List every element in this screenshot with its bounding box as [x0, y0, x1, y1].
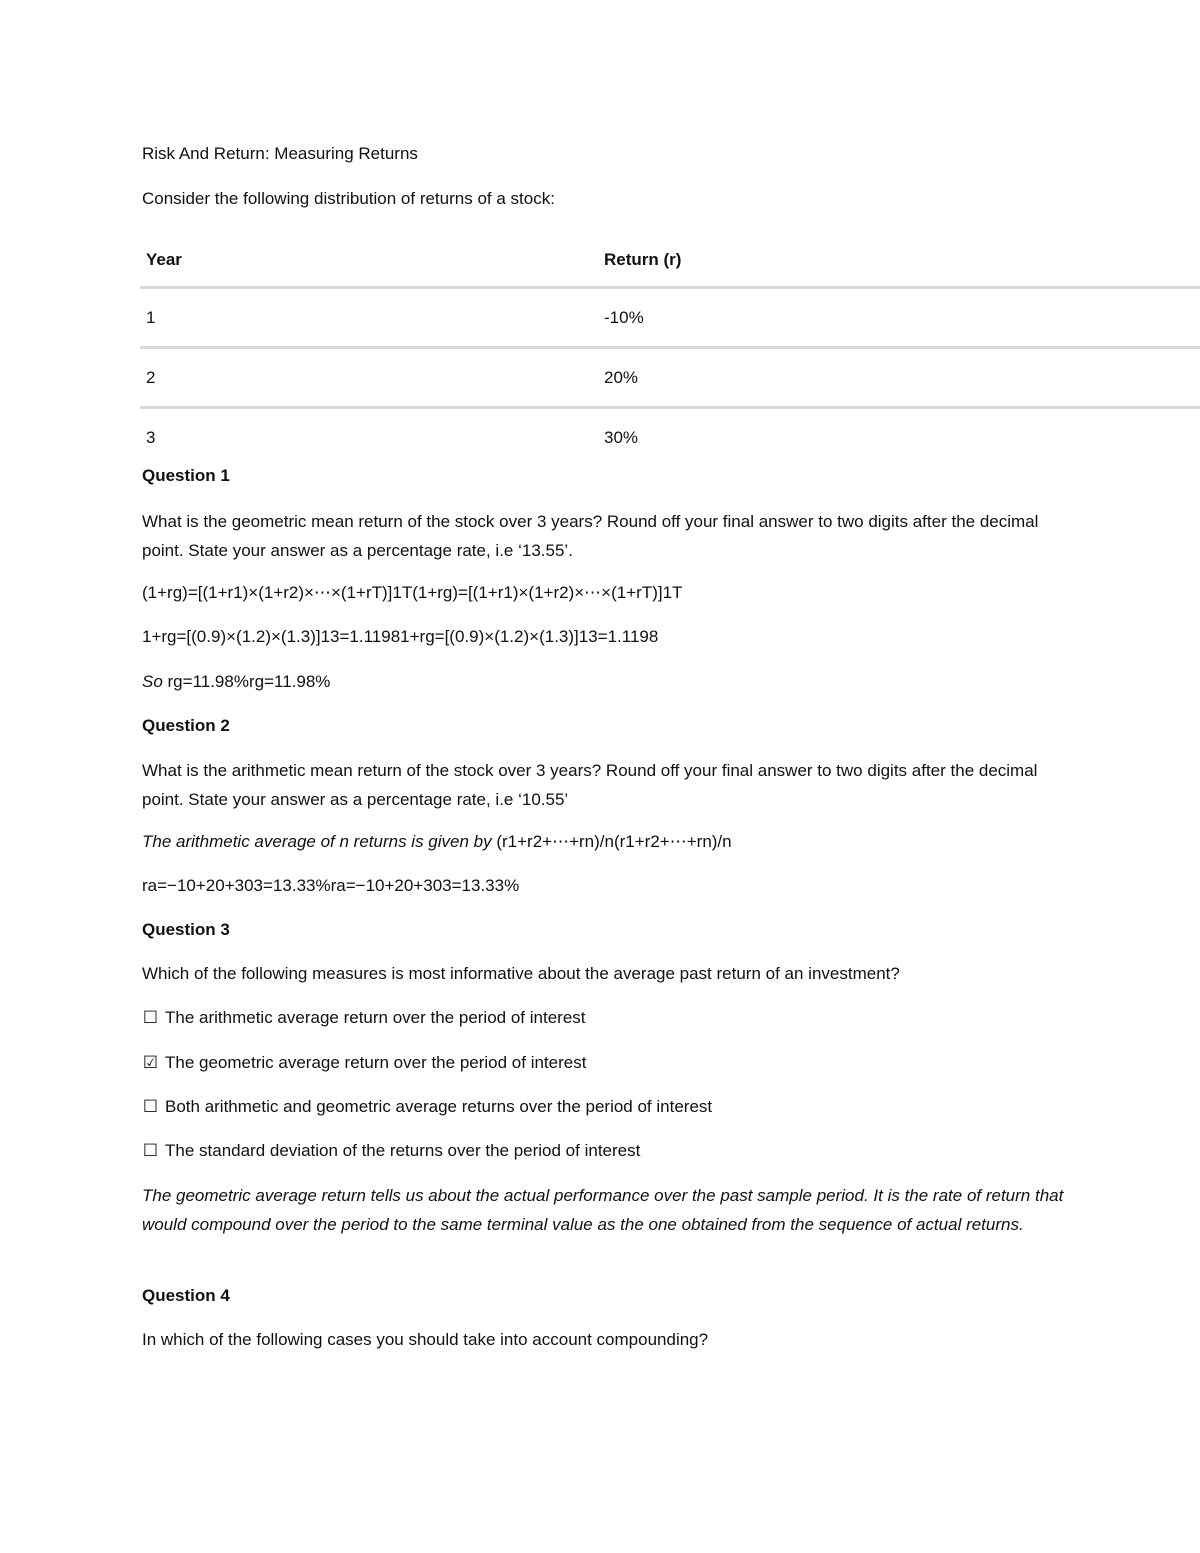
- table-cell-year: 1: [140, 288, 598, 348]
- question-3-heading: Question 3: [142, 920, 230, 939]
- option-arithmetic[interactable]: [142, 1008, 586, 1028]
- table-cell-year: 3: [146, 427, 156, 447]
- option-label: The arithmetic average return over the period of interest: [165, 1008, 586, 1027]
- intro-text: Consider the following distribution of returns of a stock:: [142, 189, 555, 208]
- table-row: [140, 408, 1200, 467]
- question-3-text: Which of the following measures is most informative about the average past return of an investment?: [142, 964, 900, 983]
- option-both[interactable]: [142, 1097, 712, 1117]
- question-4-heading: Question 4: [142, 1286, 230, 1305]
- checkbox-unchecked-icon[interactable]: ☐: [142, 1141, 159, 1161]
- option-label: Both arithmetic and geometric average returns over the period of interest: [165, 1097, 713, 1116]
- table-cell-return: 20%: [598, 348, 1200, 408]
- returns-table: [140, 234, 1200, 466]
- column-header-return: Return (r): [598, 234, 1200, 288]
- table-cell-return: -10%: [598, 288, 1200, 348]
- table-header-row: [140, 234, 1200, 288]
- definition-formula: (r1+r2+⋯+rn)/n(r1+r2+⋯+rn)/n: [491, 832, 732, 851]
- option-label: The standard deviation of the returns over the period of interest: [165, 1141, 641, 1160]
- question-1-formula-general: (1+rg)=[(1+r1)×(1+r2)×⋯×(1+rT)]1T(1+rg)=[(1+r1)×(1+r2)×⋯×(1+rT)]1T: [142, 583, 683, 602]
- question-1-heading: Question 1: [142, 466, 230, 485]
- table-cell-year: 2: [140, 348, 598, 408]
- question-2-text: What is the arithmetic mean return of the stock over 3 years? Round off your final answer to two digits after the decimal point. State your answer as a percentage rate, i.e ‘10.55’: [142, 761, 1038, 809]
- question-3-explanation: The geometric average return tells us about the actual performance over the past sample period. It is the rate of return that would compound over the period to the same terminal value as the one obtained from the sequence of actual returns.: [142, 1186, 1064, 1234]
- table-row: [140, 288, 1200, 348]
- question-2-result: ra=−10+20+303=13.33%ra=−10+20+303=13.33%: [142, 876, 520, 895]
- checkbox-unchecked-icon[interactable]: ☐: [142, 1097, 159, 1117]
- table-cell-return: 30%: [604, 427, 639, 447]
- checkbox-unchecked-icon[interactable]: ☐: [142, 1008, 159, 1028]
- table-row: [140, 348, 1200, 408]
- question-2-heading: Question 2: [142, 716, 230, 735]
- column-header-year: Year: [140, 234, 598, 288]
- checkbox-checked-icon[interactable]: ☑: [142, 1053, 159, 1073]
- option-geometric[interactable]: [142, 1053, 586, 1073]
- definition-text: The arithmetic average of n returns is given by: [142, 832, 492, 851]
- question-1-result: [142, 672, 330, 692]
- document-page: [142, 0, 1200, 1553]
- question-1-text: What is the geometric mean return of the stock over 3 years? Round off your final answer to two digits after the decimal point. State your answer as a percentage rate, i.e ‘13.55’.: [142, 512, 1039, 560]
- question-4-text: In which of the following cases you should take into account compounding?: [142, 1330, 709, 1349]
- question-1-formula-calc: 1+rg=[(0.9)×(1.2)×(1.3)]13=1.11981+rg=[(0.9)×(1.2)×(1.3)]13=1.1198: [142, 627, 659, 646]
- question-2-definition: [142, 832, 732, 852]
- result-prefix: So: [142, 672, 163, 691]
- document-title: Risk And Return: Measuring Returns: [142, 144, 418, 163]
- option-label: The geometric average return over the period of interest: [165, 1053, 587, 1072]
- result-value: rg=11.98%rg=11.98%: [162, 672, 331, 691]
- option-standard-deviation[interactable]: [142, 1141, 640, 1161]
